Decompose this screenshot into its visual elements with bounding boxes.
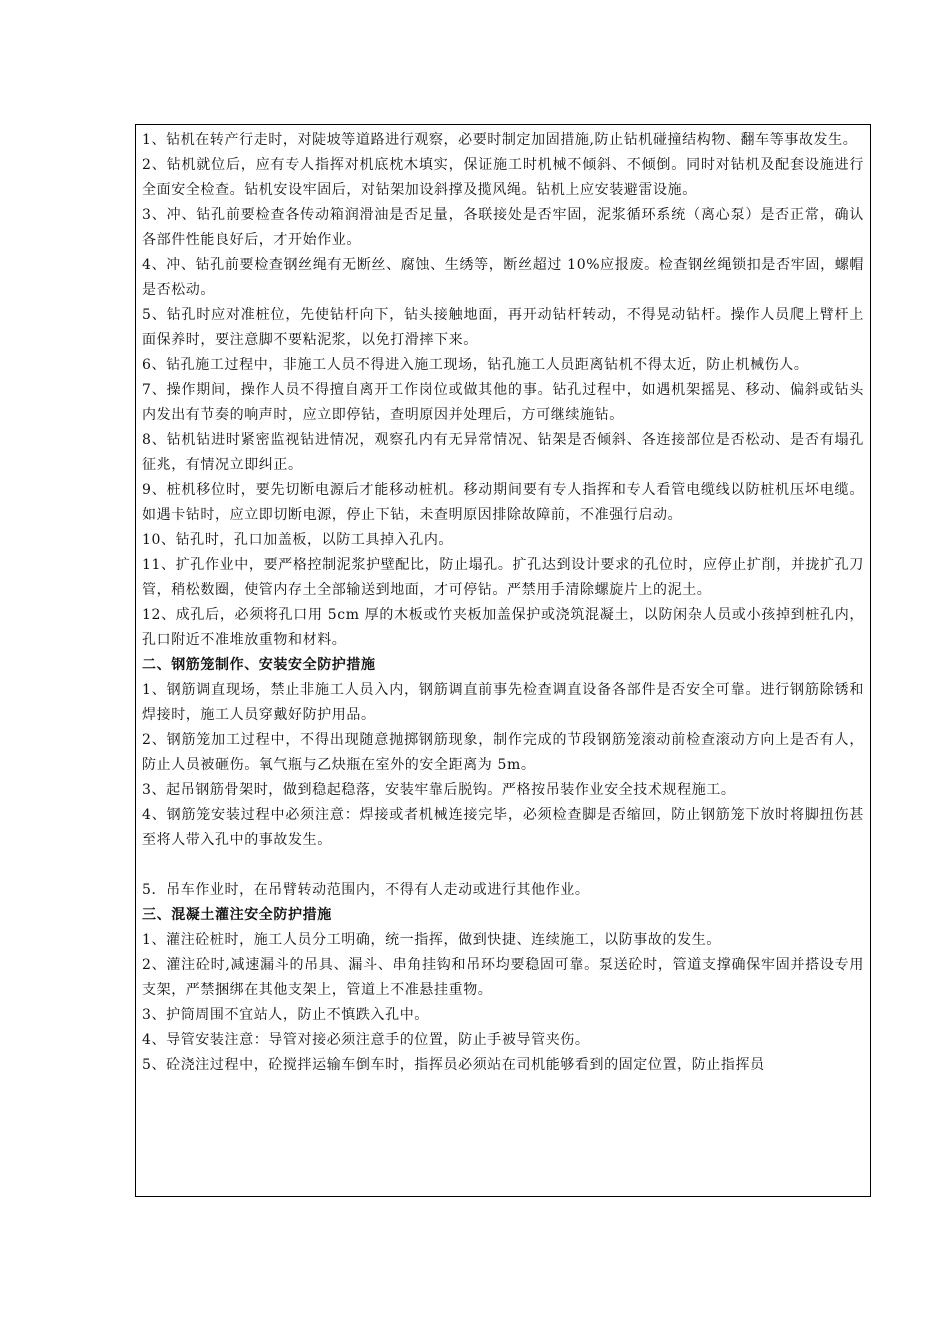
concrete-paragraph-5: 5、砼浇注过程中，砼搅拌运输车倒车时，指挥员必须站在司机能够看到的固定位置，防止指挥员 bbox=[142, 1057, 765, 1073]
paragraph-10: 10、钻孔时，孔口加盖板，以防工具掉入孔内。 bbox=[142, 532, 454, 548]
rebar-paragraph-2: 2、钢筋笼加工过程中，不得出现随意抛掷钢筋现象，制作完成的节段钢筋笼滚动前检查滚动方向上是否有人，防止人员被砸伤。氧气瓶与乙炔瓶在室外的安全距离为 5m。 bbox=[142, 732, 864, 773]
paragraph-12: 12、成孔后，必须将孔口用 5cm 厚的木板或竹夹板加盖保护或浇筑混凝土，以防闲杂人员或小孩掉到桩孔内，孔口附近不准堆放重物和材料。 bbox=[142, 607, 864, 648]
paragraph-7: 7、操作期间，操作人员不得擅自离开工作岗位或做其他的事。钻孔过程中，如遇机架摇晃、移动、偏斜或钻头内发出有节奏的响声时，应立即停钻，查明原因并处理后，方可继续施钻。 bbox=[142, 382, 864, 423]
document-table-cell bbox=[135, 124, 871, 1197]
concrete-paragraph-1: 1、灌注砼桩时，施工人员分工明确，统一指挥，做到快捷、连续施工，以防事故的发生。 bbox=[142, 932, 721, 948]
rebar-paragraph-4: 4、钢筋笼安装过程中必须注意：焊接或者机械连接完毕，必须检查脚是否缩回，防止钢筋笼下放时将脚扭伤甚至将人带入孔中的事故发生。 bbox=[142, 807, 864, 848]
paragraph-6: 6、钻孔施工过程中，非施工人员不得进入施工现场，钻孔施工人员距离钻机不得太近，防止机械伤人。 bbox=[142, 357, 809, 373]
concrete-paragraph-4: 4、导管安装注意：导管对接必须注意手的位置，防止手被导管夹伤。 bbox=[142, 1032, 590, 1048]
concrete-paragraph-3: 3、护筒周围不宜站人，防止不慎跌入孔中。 bbox=[142, 1007, 429, 1023]
paragraph-4: 4、冲、钻孔前要检查钢丝绳有无断丝、腐蚀、生绣等，断丝超过 10%应报废。检查钢丝绳锁扣是否牢固，螺帽是否松动。 bbox=[142, 257, 864, 298]
paragraph-5: 5、钻孔时应对准桩位，先使钻杆向下，钻头接触地面，再开动钻杆转动，不得晃动钻杆。操作人员爬上臂杆上面保养时，要注意脚不要粘泥浆，以免打滑摔下来。 bbox=[142, 307, 864, 348]
section-heading-rebar-cage: 二、钢筋笼制作、安装安全防护措施 bbox=[142, 657, 376, 673]
paragraph-11: 11、扩孔作业中，要严格控制泥浆护壁配比，防止塌孔。扩孔达到设计要求的孔位时，应停止扩削，并拢扩孔刀管，稍松数圈，使管内存土全部输送到地面，才可停钻。严禁用手清除螺旋片上的泥土。 bbox=[142, 557, 864, 598]
paragraph-1: 1、钻机在转产行走时，对陡坡等道路进行观察，必要时制定加固措施,防止钻机碰撞结构物、翻车等事故发生。 bbox=[142, 132, 858, 148]
section-heading-concrete-pouring: 三、混凝土灌注安全防护措施 bbox=[142, 907, 332, 923]
rebar-paragraph-1: 1、钢筋调直现场，禁止非施工人员入内，钢筋调直前事先检查调直设备各部件是否安全可靠。进行钢筋除锈和焊接时，施工人员穿戴好防护用品。 bbox=[142, 682, 864, 723]
rebar-paragraph-5: 5．吊车作业时，在吊臂转动范围内，不得有人走动或进行其他作业。 bbox=[142, 882, 590, 898]
paragraph-9: 9、桩机移位时，要先切断电源后才能移动桩机。移动期间要有专人指挥和专人看管电缆线以防桩机压坏电缆。如遇卡钻时，应立即切断电源，停止下钻，未查明原因排除故障前，不准强行启动。 bbox=[142, 482, 864, 523]
paragraph-2: 2、钻机就位后，应有专人指挥对机底枕木填实，保证施工时机械不倾斜、不倾倒。同时对钻机及配套设施进行全面安全检查。钻机安设牢固后，对钻架加设斜撑及揽风绳。钻机上应安装避雷设施。 bbox=[142, 157, 864, 198]
paragraph-3: 3、冲、钻孔前要检查各传动箱润滑油是否足量，各联接处是否牢固，泥浆循环系统（离心泵）是否正常，确认各部件性能良好后，才开始作业。 bbox=[142, 207, 864, 248]
concrete-paragraph-2: 2、灌注砼时,减速漏斗的吊具、漏斗、串角挂钩和吊环均要稳固可靠。泵送砼时，管道支撑确保牢固并搭设专用支架，严禁捆绑在其他支架上，管道上不准悬挂重物。 bbox=[142, 957, 864, 998]
rebar-paragraph-3: 3、起吊钢筋骨架时，做到稳起稳落，安装牢靠后脱钩。严格按吊装作业安全技术规程施工。 bbox=[142, 782, 736, 798]
paragraph-8: 8、钻机钻进时紧密监视钻进情况，观察孔内有无异常情况、钻架是否倾斜、各连接部位是否松动、是否有塌孔征兆，有情况立即纠正。 bbox=[142, 432, 864, 473]
blank-line bbox=[142, 853, 864, 878]
